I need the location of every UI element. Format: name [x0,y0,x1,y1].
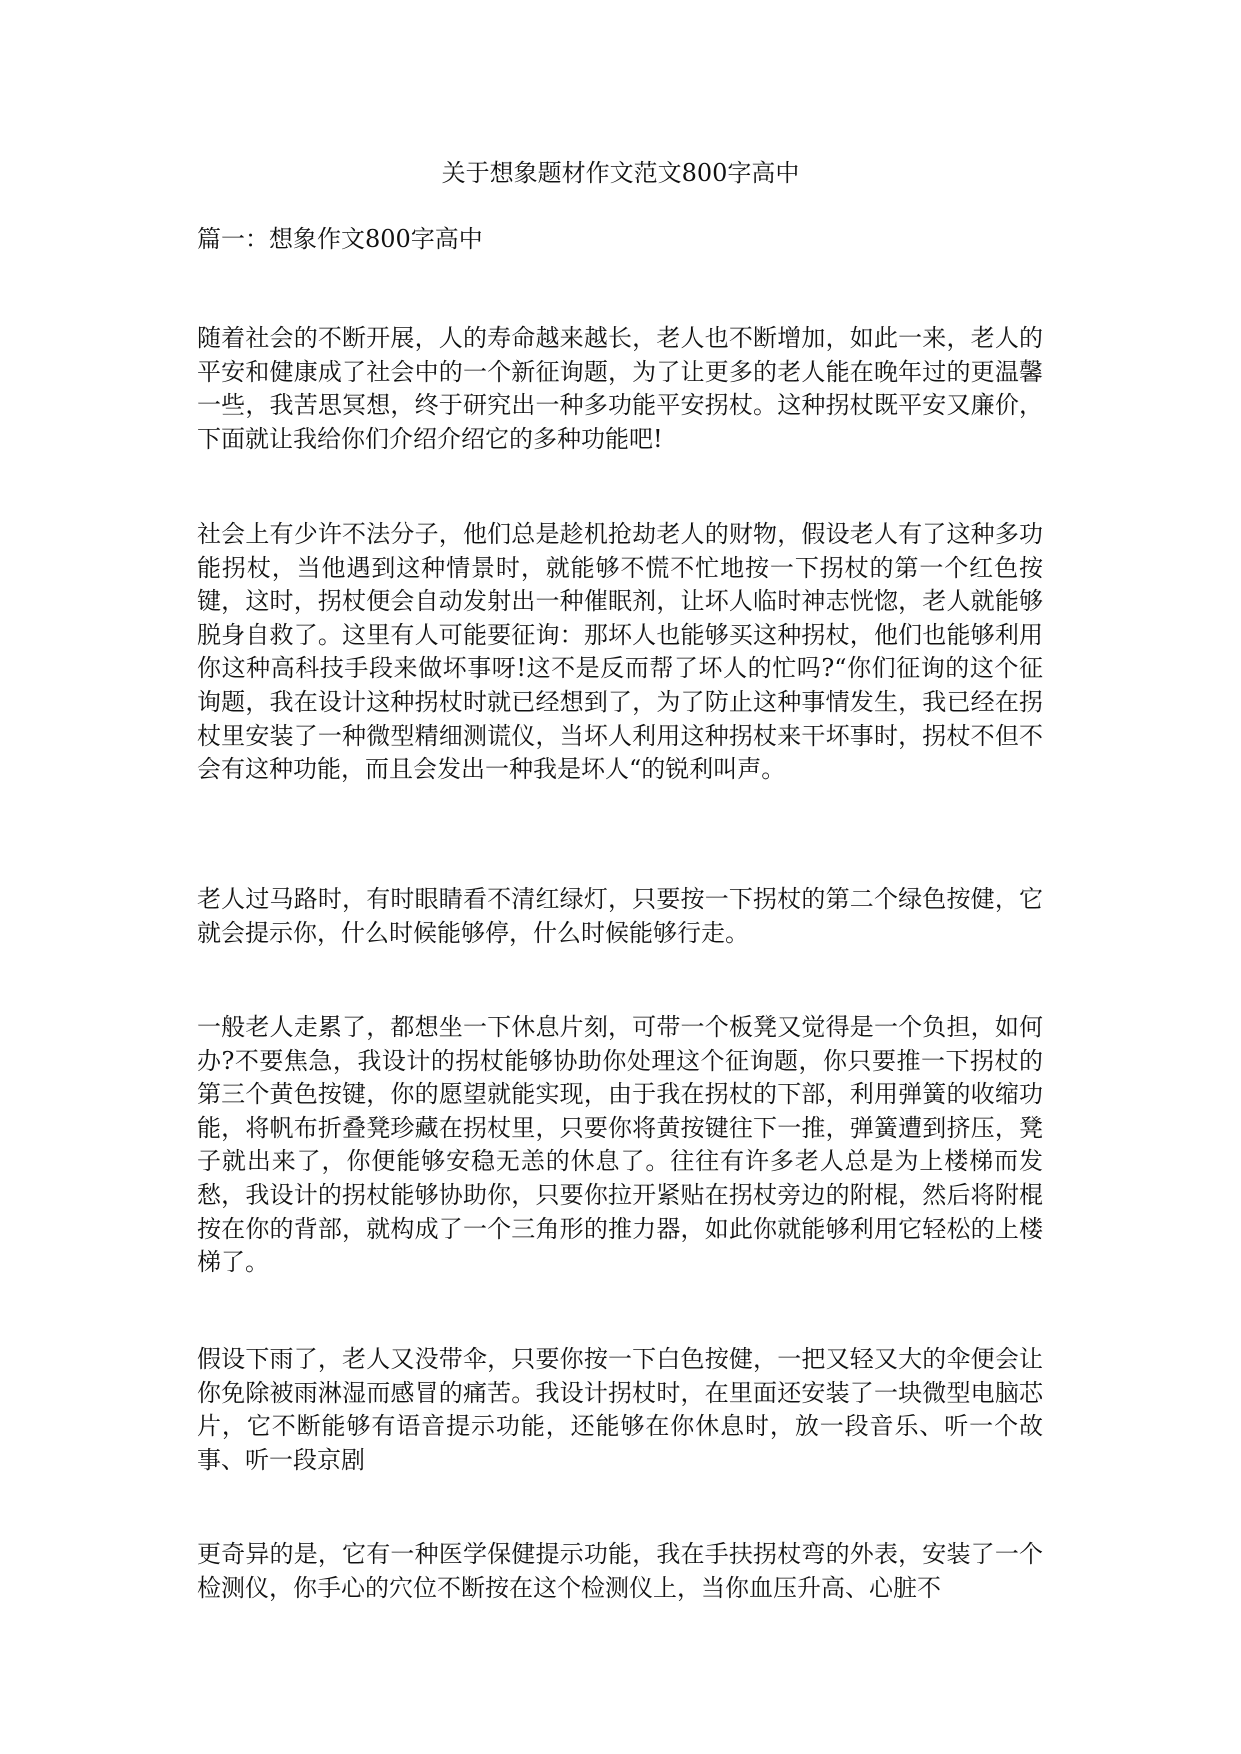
section-heading: 篇一：想象作文800字高中 [197,225,483,253]
paragraph-2: 社会上有少许不法分子，他们总是趁机抢劫老人的财物，假设老人有了这种多功能拐杖，当他遇到这种情景时，就能够不慌不忙地按一下拐杖的第一个红色按键，这时，拐杖便会自动发射出一种催眠剂，让坏人临时神志恍惚，老人就能够脱身自救了。这里有人可能要征询：那坏人也能够买这种拐杖，他们也能够利用你这种高科技手段来做坏事呀!这不是反而帮了坏人的忙吗?“你们征询的这个征询题，我在设计这种拐杖时就已经想到了，为了防止这种事情发生，我已经在拐杖里安装了一种微型精细测谎仪，当坏人利用这种拐杖来干坏事时，拐杖不但不会有这种功能，而且会发出一种我是坏人“的锐利叫声。 [197,520,1043,784]
paragraph-1: 随着社会的不断开展，人的寿命越来越长，老人也不断增加，如此一来，老人的平安和健康成了社会中的一个新征询题，为了让更多的老人能在晚年过的更温馨一些，我苦思冥想，终于研究出一种多功能平安拐杖。这种拐杖既平安又廉价，下面就让我给你们介绍介绍它的多种功能吧! [197,324,1043,453]
paragraph-6: 更奇异的是，它有一种医学保健提示功能，我在手扶拐杖弯的外表，安装了一个检测仪，你手心的穴位不断按在这个检测仪上，当你血压升高、心脏不 [197,1540,1043,1602]
paragraph-4: 一般老人走累了，都想坐一下休息片刻，可带一个板凳又觉得是一个负担，如何办?不要焦急，我设计的拐杖能够协助你处理这个征询题，你只要推一下拐杖的第三个黄色按键，你的愿望就能实现，由于我在拐杖的下部，利用弹簧的收缩功能，将帆布折叠凳珍藏在拐杖里，只要你将黄按键往下一推，弹簧遭到挤压，凳子就出来了，你便能够安稳无恙的休息了。往往有许多老人总是为上楼梯而发愁，我设计的拐杖能够协助你，只要你拉开紧贴在拐杖旁边的附棍，然后将附棍按在你的背部，就构成了一个三角形的推力器，如此你就能够利用它轻松的上楼梯了。 [197,1013,1043,1277]
paragraph-3: 老人过马路时，有时眼睛看不清红绿灯，只要按一下拐杖的第二个绿色按健，它就会提示你，什么时候能够停，什么时候能够行走。 [197,885,1043,947]
document-title: 关于想象题材作文范文800字高中 [441,159,800,187]
paragraph-5: 假设下雨了，老人又没带伞，只要你按一下白色按健，一把又轻又大的伞便会让你免除被雨淋湿而感冒的痛苦。我设计拐杖时，在里面还安装了一块微型电脑芯片，它不断能够有语音提示功能，还能够在你休息时，放一段音乐、听一个故事、听一段京剧 [197,1345,1043,1474]
